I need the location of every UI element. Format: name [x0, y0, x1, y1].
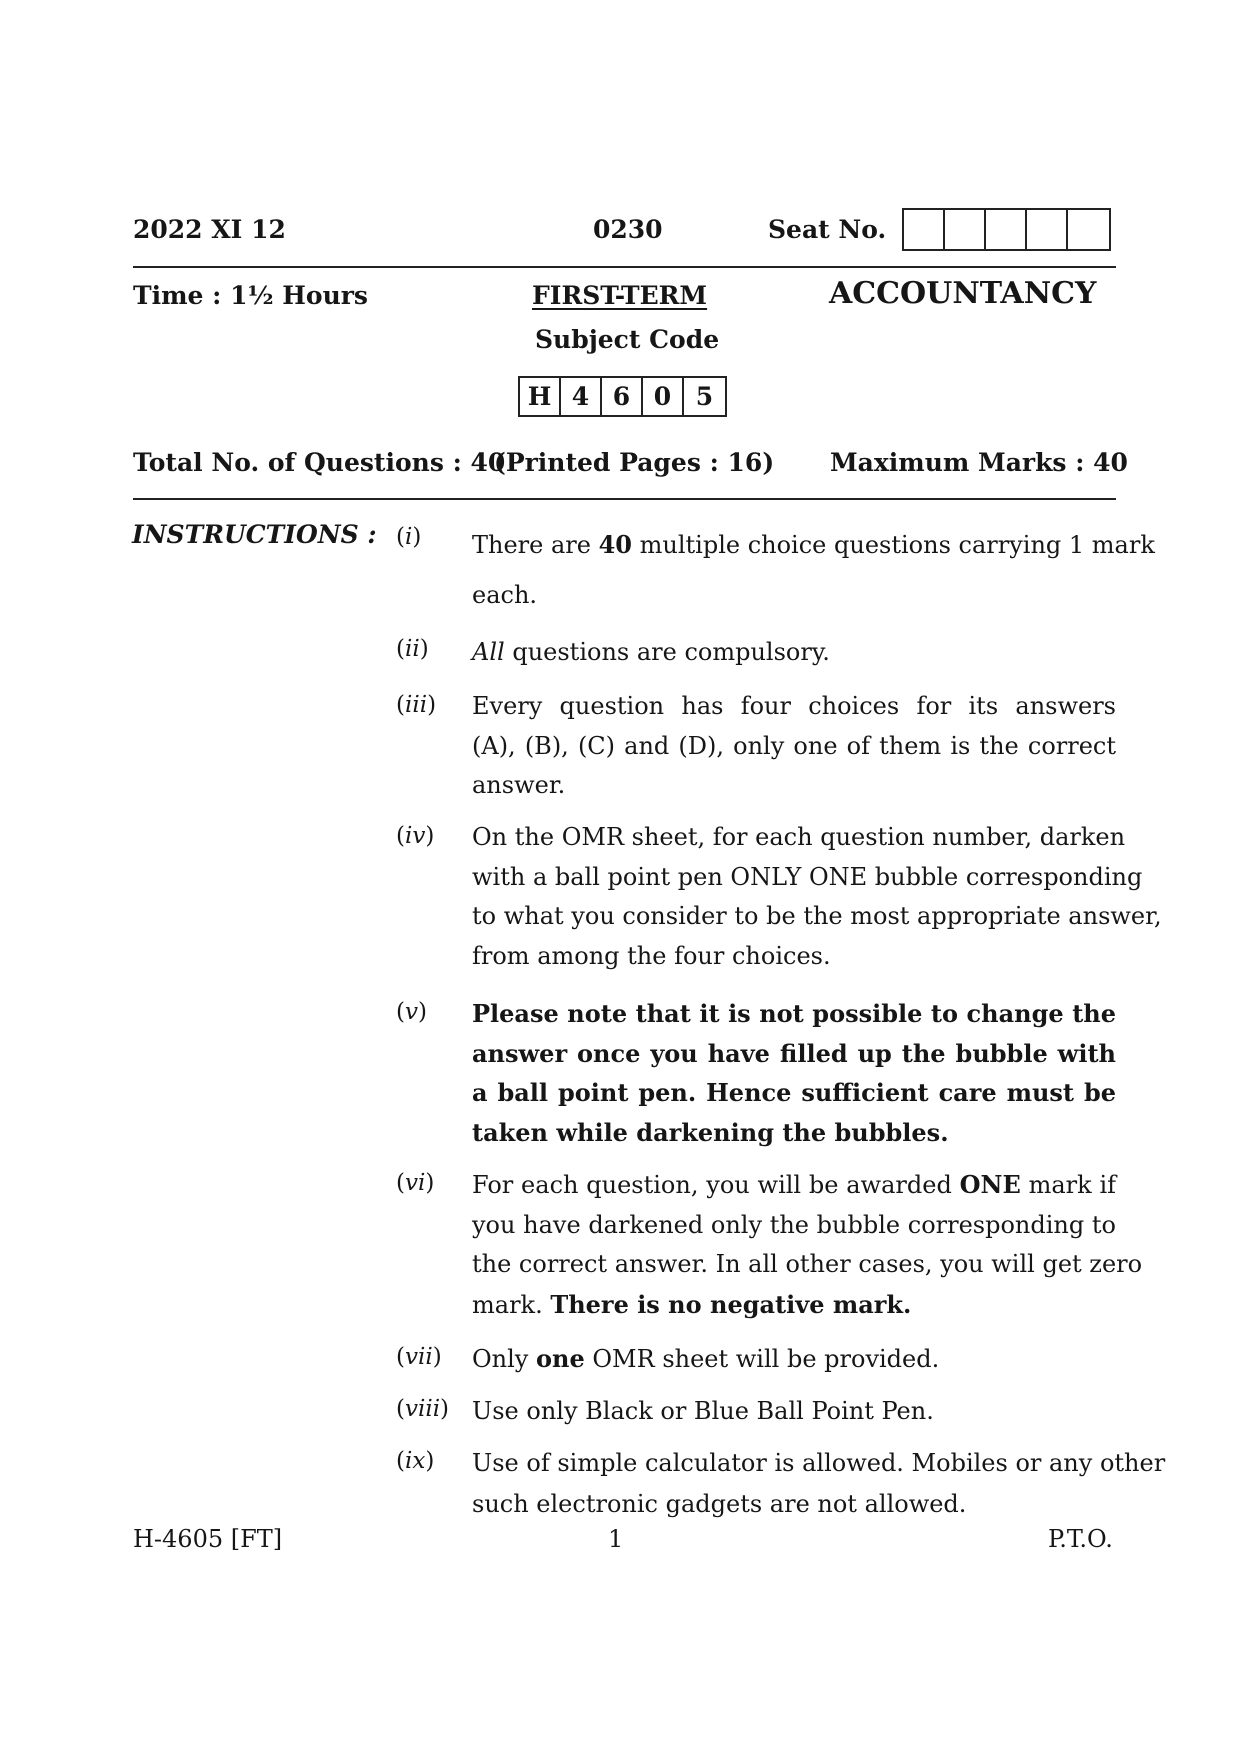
exam-code: 2022 XI 12: [133, 215, 286, 244]
instruction-number: (ix): [396, 1448, 435, 1474]
seat-label: Seat No.: [768, 215, 887, 244]
term-label: FIRST-TERM: [532, 281, 708, 310]
instructions-heading: INSTRUCTIONS :: [132, 520, 377, 549]
seat-box[interactable]: [904, 210, 945, 249]
subject-code-char: H: [520, 378, 561, 415]
subject-code-boxes: [518, 376, 727, 417]
printed-pages: (Printed Pages : 16): [494, 448, 775, 477]
instruction-number: (vii): [396, 1344, 442, 1370]
instruction-number: (ii): [396, 636, 429, 662]
instruction-text: On the OMR sheet, for each question number, darken with a ball point pen ONLY ONE bubble corresponding to what you consider to be the most appropriate answer, from among the four choices.: [472, 823, 1162, 970]
paper-code: 0230: [593, 215, 663, 244]
seat-box[interactable]: [1027, 210, 1068, 249]
subject-code-char: 5: [695, 382, 714, 411]
header-rule-bottom: [133, 498, 1116, 500]
header-rule-top: [133, 266, 1116, 268]
instruction-text: There are 40 multiple choice questions carrying 1 mark each.: [472, 530, 1155, 609]
instruction-text: Only one OMR sheet will be provided.: [472, 1344, 940, 1373]
total-questions: Total No. of Questions : 40: [133, 448, 506, 477]
subject-code-char: 0: [643, 378, 684, 415]
instruction-number: (v): [396, 999, 427, 1025]
seat-box[interactable]: [986, 210, 1027, 249]
seat-box[interactable]: [945, 210, 986, 249]
please-turn-over: P.T.O.: [1048, 1525, 1113, 1553]
footer-paper-code: H-4605 [FT]: [133, 1525, 283, 1553]
seat-box[interactable]: [1068, 210, 1109, 249]
instruction-number: (vi): [396, 1170, 435, 1196]
subject-title: ACCOUNTANCY: [829, 276, 1097, 311]
time-allowed: Time : 1½ Hours: [133, 281, 368, 310]
maximum-marks: Maximum Marks : 40: [830, 448, 1128, 477]
instruction-text: Use of simple calculator is allowed. Mobiles or any other such electronic gadgets are not allowed.: [472, 1449, 1166, 1518]
instruction-number: (iii): [396, 692, 437, 718]
instruction-text: All questions are compulsory.: [472, 638, 830, 666]
instruction-number: (i): [396, 524, 422, 550]
subject-code-char: 6: [602, 378, 643, 415]
instruction-number: (iv): [396, 823, 435, 849]
seat-number-boxes[interactable]: [902, 208, 1111, 251]
instruction-text-important: Please note that it is not possible to change the answer once you have filled up the bubble with a ball point pen. Hence sufficient care must be taken while darkening the bubbles.: [472, 999, 1116, 1147]
instruction-text: For each question, you will be awarded ONE mark if you have darkened only the bubble corresponding to the correct answer. In all other cases, you will get zero mark. There is no negative mark.: [472, 1170, 1143, 1319]
instruction-text: Use only Black or Blue Ball Point Pen.: [472, 1397, 934, 1425]
page-number: 1: [608, 1525, 624, 1553]
instruction-text: Every question has four choices for its answers (A), (B), (C) and (D), only one of them is the correct answer.: [472, 692, 1116, 799]
instruction-number: (viii): [396, 1396, 450, 1422]
subject-code-label: Subject Code: [535, 325, 720, 354]
subject-code-char: 4: [561, 378, 602, 415]
